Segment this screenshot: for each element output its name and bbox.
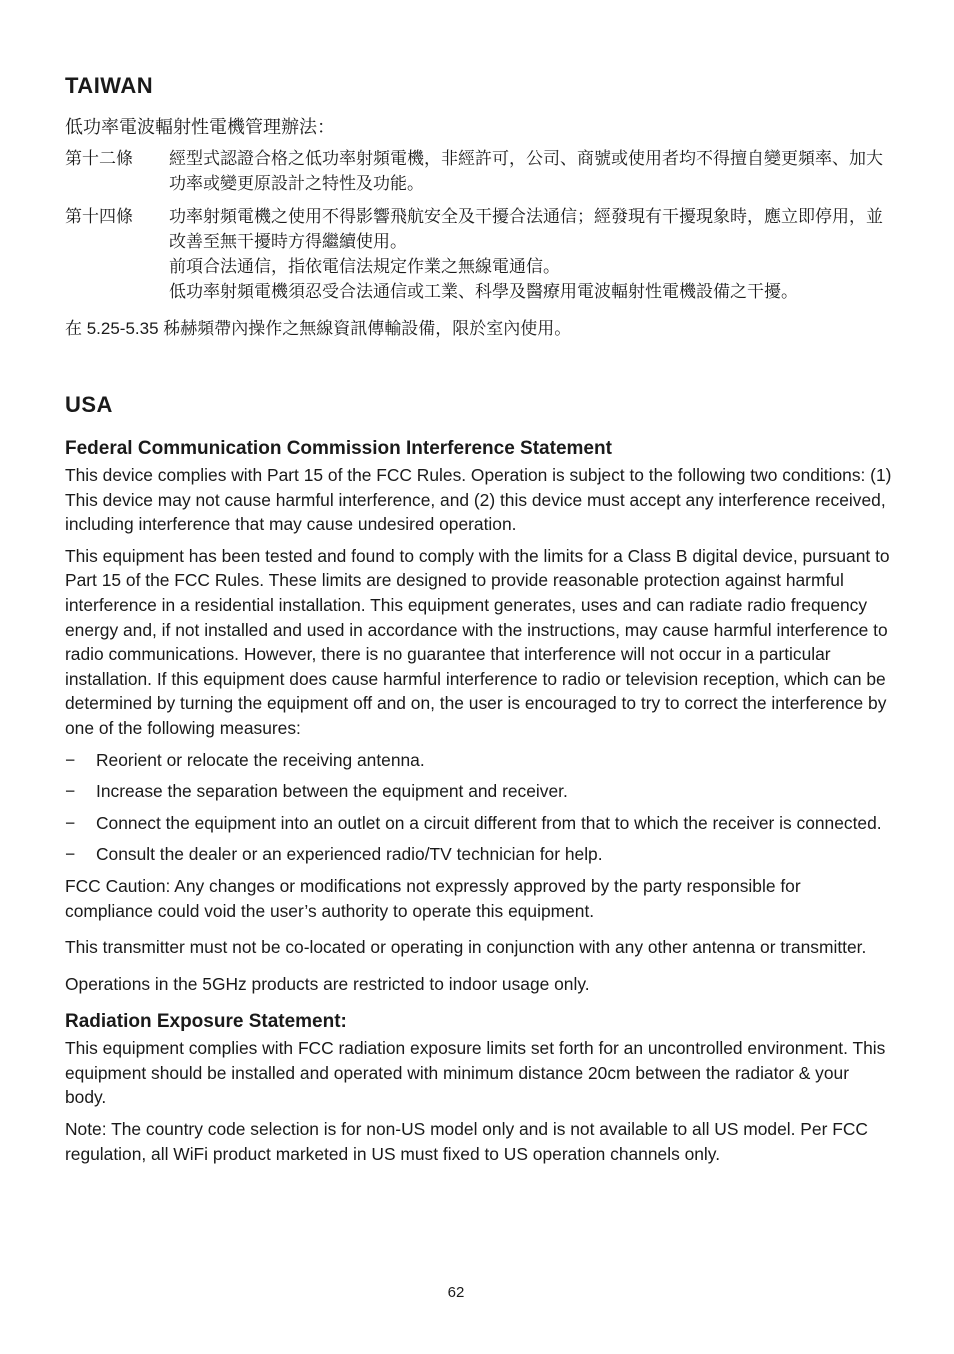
list-item: − Consult the dealer or an experienced radio/TV technician for help. [65,842,893,867]
usa-heading: USA [65,392,113,417]
article-body [169,204,893,304]
operations-note: Operations in the 5GHz products are restricted to indoor usage only. [65,973,590,994]
document-page [65,70,893,1173]
page-number: 62 [447,1284,465,1301]
country-code-note: Note: The country code selection is for non-US model only and is not available to all US model. Per FCC regulation, all WiFi product marketed in US must fixed to US operation channels only. [65,1119,868,1164]
taiwan-regulation-title: 低功率電波輻射性電機管理辦法： [65,117,335,137]
taiwan-section [65,70,893,341]
usa-section [65,389,893,1166]
taiwan-frequency-note: 在 5.25-5.35 秭赫頻帶內操作之無線資訊傳輸設備，限於室內使用。 [65,319,572,338]
fcc-paragraph: This equipment has been tested and found to comply with the limits for a Class B digital device, pursuant to Part 15 of the FCC Rules. These limits are designed to provide reasonable protection against harmful interference in a residential installation. This equipment generates, uses and can radiate radio frequency energy and, if not installed and used in accordance with the instructions, may cause harmful interference to radio communications. However, there is no guarantee that interference will not occur in a particular installation. If this equipment does cause harmful interference to radio or television reception, which can be determined by turning the equipment off and on, the user is encouraged to try to correct the interference by one of the following measures: [65,545,890,738]
fcc-paragraph: This device complies with Part 15 of the FCC Rules. Operation is subject to the following two conditions: (1) This device may not cause harmful interference, and (2) this device must accept any interference received, including interference that may cause undesired operation. [65,465,892,535]
article-body [169,146,893,196]
article-label: 第十四條 [65,207,133,226]
article-label: 第十二條 [65,149,133,168]
article-line: 功率射頻電機之使用不得影響飛航安全及干擾合法通信；經發現有干擾現象時，應立即停用，並改善至無干擾時方得繼續使用。 [169,207,883,251]
transmitter-note: This transmitter must not be co-located or operating in conjunction with any other antenna or transmitter. [65,937,867,958]
article-12 [65,146,893,196]
taiwan-heading: TAIWAN [65,73,154,98]
fcc-caution: FCC Caution: Any changes or modifications not expressly approved by the party responsible for compliance could void the user’s authority to operate this equipment. [65,875,801,921]
radiation-paragraph: This equipment complies with FCC radiation exposure limits set forth for an uncontrolled environment. This equipment should be installed and operated with minimum distance 20cm between the radiator & your body. [65,1038,886,1108]
article-14 [65,204,893,304]
article-line: 經型式認證合格之低功率射頻電機，非經許可，公司、商號或使用者均不得擅自變更頻率、加大功率或變更原設計之特性及功能。 [169,149,883,193]
list-item: − Connect the equipment into an outlet on a circuit different from that to which the receiver is connected. [65,811,893,836]
radiation-statement-title: Radiation Exposure Statement: [65,1011,347,1033]
article-line: 前項合法通信，指依電信法規定作業之無線電通信。 [169,257,560,276]
list-item: − Increase the separation between the equipment and receiver. [65,779,893,804]
measures-list [65,748,893,867]
list-item: − Reorient or relocate the receiving antenna. [65,748,893,773]
fcc-statement-title: Federal Communication Commission Interference Statement [65,438,612,459]
article-line: 低功率射頻電機須忍受合法通信或工業、科學及醫療用電波輻射性電機設備之干擾。 [169,282,798,301]
